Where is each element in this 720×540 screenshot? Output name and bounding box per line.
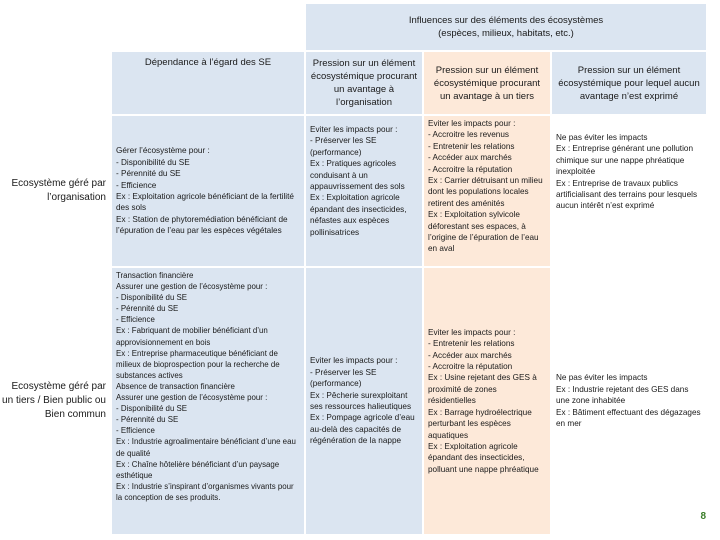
page-number: 8: [700, 511, 706, 522]
row2-dependance: Transaction financière Assurer une gestion de l’écosystème pour : - Disponibilité du SE - Pérennité du SE - Efficience Ex : Fabriquant de mobilier bénéficiant d’un approvisionnement en bois Ex : Entreprise pharmaceutique bénéficiant de milieux de bioprospection pour la recherche de substances actives Absence de transaction financière Assurer une gestion de l’écosystème pour : - Disponibilité du SE - Pérennité du SE - Efficience Ex : Industrie agroalimentaire bénéficiant d’une eau de qualité Ex : Chaîne hôtelière bénéficiant d’un paysage esthétique Ex : Industrie s’inspirant d’organismes vivants pour la conception de ses produits.: [112, 268, 304, 534]
influences-title: [306, 4, 706, 50]
row1-pression: Eviter les impacts pour : - Préserver les SE (performance) Ex : Pratiques agricoles conduisant à un appauvrissement des sols Ex : Exploitation agricole épandant des insecticides, néfastes aux espèces pollinisatrices: [306, 116, 422, 266]
header-col-tiers: Pression sur un élément écosystémique procurant un avantage à un tiers: [424, 52, 550, 114]
influences-title-line1: Influences sur des éléments des écosystèmes: [408, 15, 604, 26]
row1-aucun: Ne pas éviter les impacts Ex : Entreprise générant une pollution chimique sur une nappe phréatique inexploitée Ex : Entreprise de travaux publics artificialisant des terrains pour lesquels aucun intérêt n’est exprimé: [552, 116, 706, 266]
row1-label: Ecosystème géré par l’organisation: [0, 116, 110, 266]
row1-tiers: Eviter les impacts pour : - Accroitre les revenus - Entretenir les relations - Accéder aux marchés - Accroitre la réputation Ex : Carrier détruisant un milieu dont les populations locales retirent des aménités Ex : Exploitation sylvicole déforestant ses espaces, à l’origine de l’épuration de l’eau en aval: [424, 116, 550, 266]
row2-tiers: Eviter les impacts pour : - Entretenir les relations - Accéder aux marchés - Accroitre la réputation Ex : Usine rejetant des GES à proximité de zones résidentielles Ex : Barrage hydroélectrique perturbant les espèces aquatiques Ex : Exploitation agricole épandant des insecticides, polluant une nappe phréatique: [424, 268, 550, 534]
influences-title-line2: (espèces, milieux, habitats, etc.): [438, 28, 574, 39]
header-col-pression: Pression sur un élément écosystémique procurant un avantage à l’organisation: [306, 52, 422, 114]
row2-aucun: Ne pas éviter les impacts Ex : Industrie rejetant des GES dans une zone inhabitée Ex : Bâtiment effectuant des dégazages en mer: [552, 268, 706, 534]
header-dependance: Dépendance à l’égard des SE: [112, 52, 304, 114]
row2-pression: Eviter les impacts pour : - Préserver les SE (performance) Ex : Pêcherie surexploitant ses ressources halieutiques Ex : Pompage agricole d’eau au-delà des capacités de régénération de la nappe: [306, 268, 422, 534]
header-col-aucun: Pression sur un élément écosystémique pour lequel aucun avantage n’est exprimé: [552, 52, 706, 114]
row1-dependance: Gérer l’écosystème pour : - Disponibilité du SE - Pérennité du SE - Efficience Ex : Exploitation agricole bénéficiant de la fertilité des sols Ex : Station de phytoremédiation bénéficiant de l’épuration de l’eau par les espèces végétales: [112, 116, 304, 266]
row2-label: Ecosystème géré par un tiers / Bien public ou Bien commun: [0, 268, 110, 534]
